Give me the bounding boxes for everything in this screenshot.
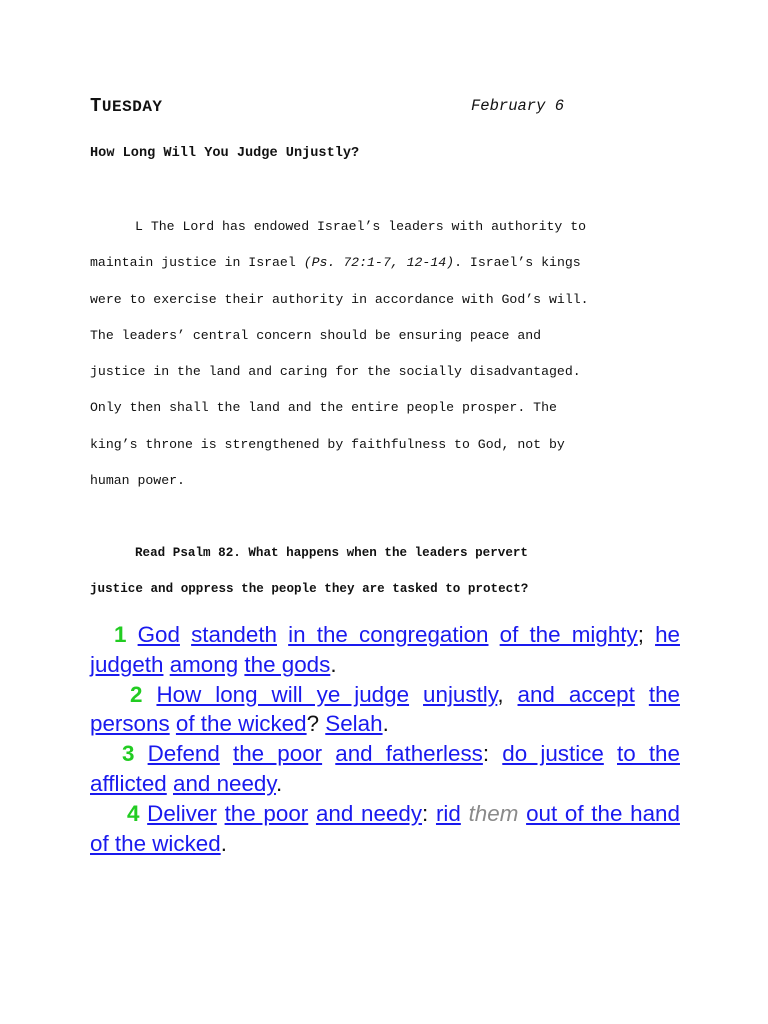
strongs-word-link[interactable]: rid: [435, 800, 461, 826]
strongs-word-link[interactable]: the poor: [224, 800, 309, 826]
paragraph-line: were to exercise their authority in accordance with God’s will.: [90, 291, 589, 307]
day-heading: [90, 95, 163, 117]
question-line: justice and oppress the people they are tasked to protect?: [90, 582, 529, 596]
paragraph-line: Only then shall the land and the entire people prosper. The: [90, 400, 557, 416]
strongs-word-link[interactable]: and accept: [517, 681, 635, 707]
strongs-word-link[interactable]: How long will ye judge: [156, 681, 410, 707]
strongs-word-link[interactable]: the poor: [233, 741, 323, 767]
verse-punctuation: [461, 801, 469, 826]
strongs-word-link[interactable]: and fatherless: [335, 741, 483, 767]
verse-punctuation: .: [275, 770, 283, 796]
strongs-word-link[interactable]: and needy: [173, 770, 276, 796]
verse-number: 1: [114, 622, 127, 647]
verse-punctuation: [220, 741, 233, 766]
strongs-word-link[interactable]: of the wicked: [90, 830, 221, 856]
paragraph-line: maintain justice in Israel (Ps. 72:1-7, 12-14). Israel’s kings: [90, 255, 581, 271]
commentary-paragraph: [90, 219, 690, 509]
paragraph-line: justice in the land and caring for the socially disadvantaged.: [90, 364, 581, 380]
paragraph-line: king’s throne is strengthened by faithfulness to God, not by: [90, 436, 565, 452]
verse-punctuation: [180, 622, 191, 647]
strongs-word-link[interactable]: and needy: [315, 800, 423, 826]
question-line: Read Psalm 82. What happens when the leaders pervert: [135, 546, 528, 560]
strongs-word-link[interactable]: out of the hand: [526, 800, 680, 826]
strongs-word-link[interactable]: he judgeth: [90, 622, 680, 677]
verse-punctuation: [217, 801, 225, 826]
strongs-word-link[interactable]: Defend: [147, 741, 220, 767]
strongs-word-link[interactable]: Deliver: [147, 800, 217, 826]
paragraph-line: L The Lord has endowed Israel’s leaders with authority to: [135, 219, 587, 234]
verse-punctuation: [308, 801, 316, 826]
verse-punctuation: [488, 622, 499, 647]
date-label: February 6: [471, 97, 565, 115]
verse-number: 2: [130, 681, 143, 707]
verse: [90, 620, 680, 680]
verse-punctuation: .: [330, 651, 337, 677]
strongs-word-link[interactable]: standeth: [191, 622, 277, 647]
verse: [90, 799, 680, 859]
verse: [90, 680, 680, 740]
verse-number: 4: [127, 800, 140, 826]
verse-punctuation: ,: [497, 681, 518, 707]
strongs-word-link[interactable]: of the mighty: [499, 622, 638, 647]
strongs-word-link[interactable]: God: [137, 622, 180, 647]
verse-number: 3: [122, 741, 135, 767]
paragraph-text: maintain justice in Israel: [90, 255, 304, 271]
paragraph-line: human power.: [90, 473, 185, 489]
study-question: [90, 546, 690, 618]
verse-punctuation: [277, 622, 288, 647]
psalm-verses: [90, 620, 680, 858]
scripture-reference: Ps. 72:1-7, 12-14: [311, 255, 447, 271]
strongs-word-link[interactable]: of the wicked: [175, 711, 307, 737]
verse-punctuation: :: [422, 800, 436, 826]
verse-punctuation: [322, 741, 335, 766]
strongs-word-link[interactable]: among: [169, 651, 239, 677]
verse-punctuation: :: [482, 741, 503, 767]
verse-punctuation: [409, 682, 423, 707]
strongs-word-link[interactable]: unjustly: [423, 681, 498, 707]
verse-punctuation: ;: [637, 622, 656, 647]
verse-punctuation: ?: [306, 711, 326, 737]
strongs-word-link[interactable]: in the congregation: [288, 622, 489, 647]
strongs-word-link[interactable]: the persons: [90, 681, 680, 737]
strongs-word-link[interactable]: do justice: [502, 741, 604, 767]
verse-punctuation: .: [220, 830, 227, 856]
verse-punctuation: .: [382, 711, 389, 737]
supplied-word: them: [468, 800, 519, 826]
strongs-word-link[interactable]: the gods: [244, 651, 331, 677]
verse-punctuation: [518, 801, 526, 826]
paragraph-text: . Israel’s kings: [454, 255, 581, 271]
day-initial: T: [90, 95, 102, 117]
paragraph-line: The leaders’ central concern should be ensuring peace and: [90, 327, 542, 343]
strongs-word-link[interactable]: to the afflicted: [90, 741, 680, 796]
verse: [90, 739, 680, 799]
lesson-title: How Long Will You Judge Unjustly?: [90, 146, 360, 161]
verse-punctuation: [604, 741, 617, 766]
day-rest: UESDAY: [101, 98, 163, 116]
verse-punctuation: [635, 682, 649, 707]
strongs-word-link[interactable]: Selah: [325, 711, 383, 737]
